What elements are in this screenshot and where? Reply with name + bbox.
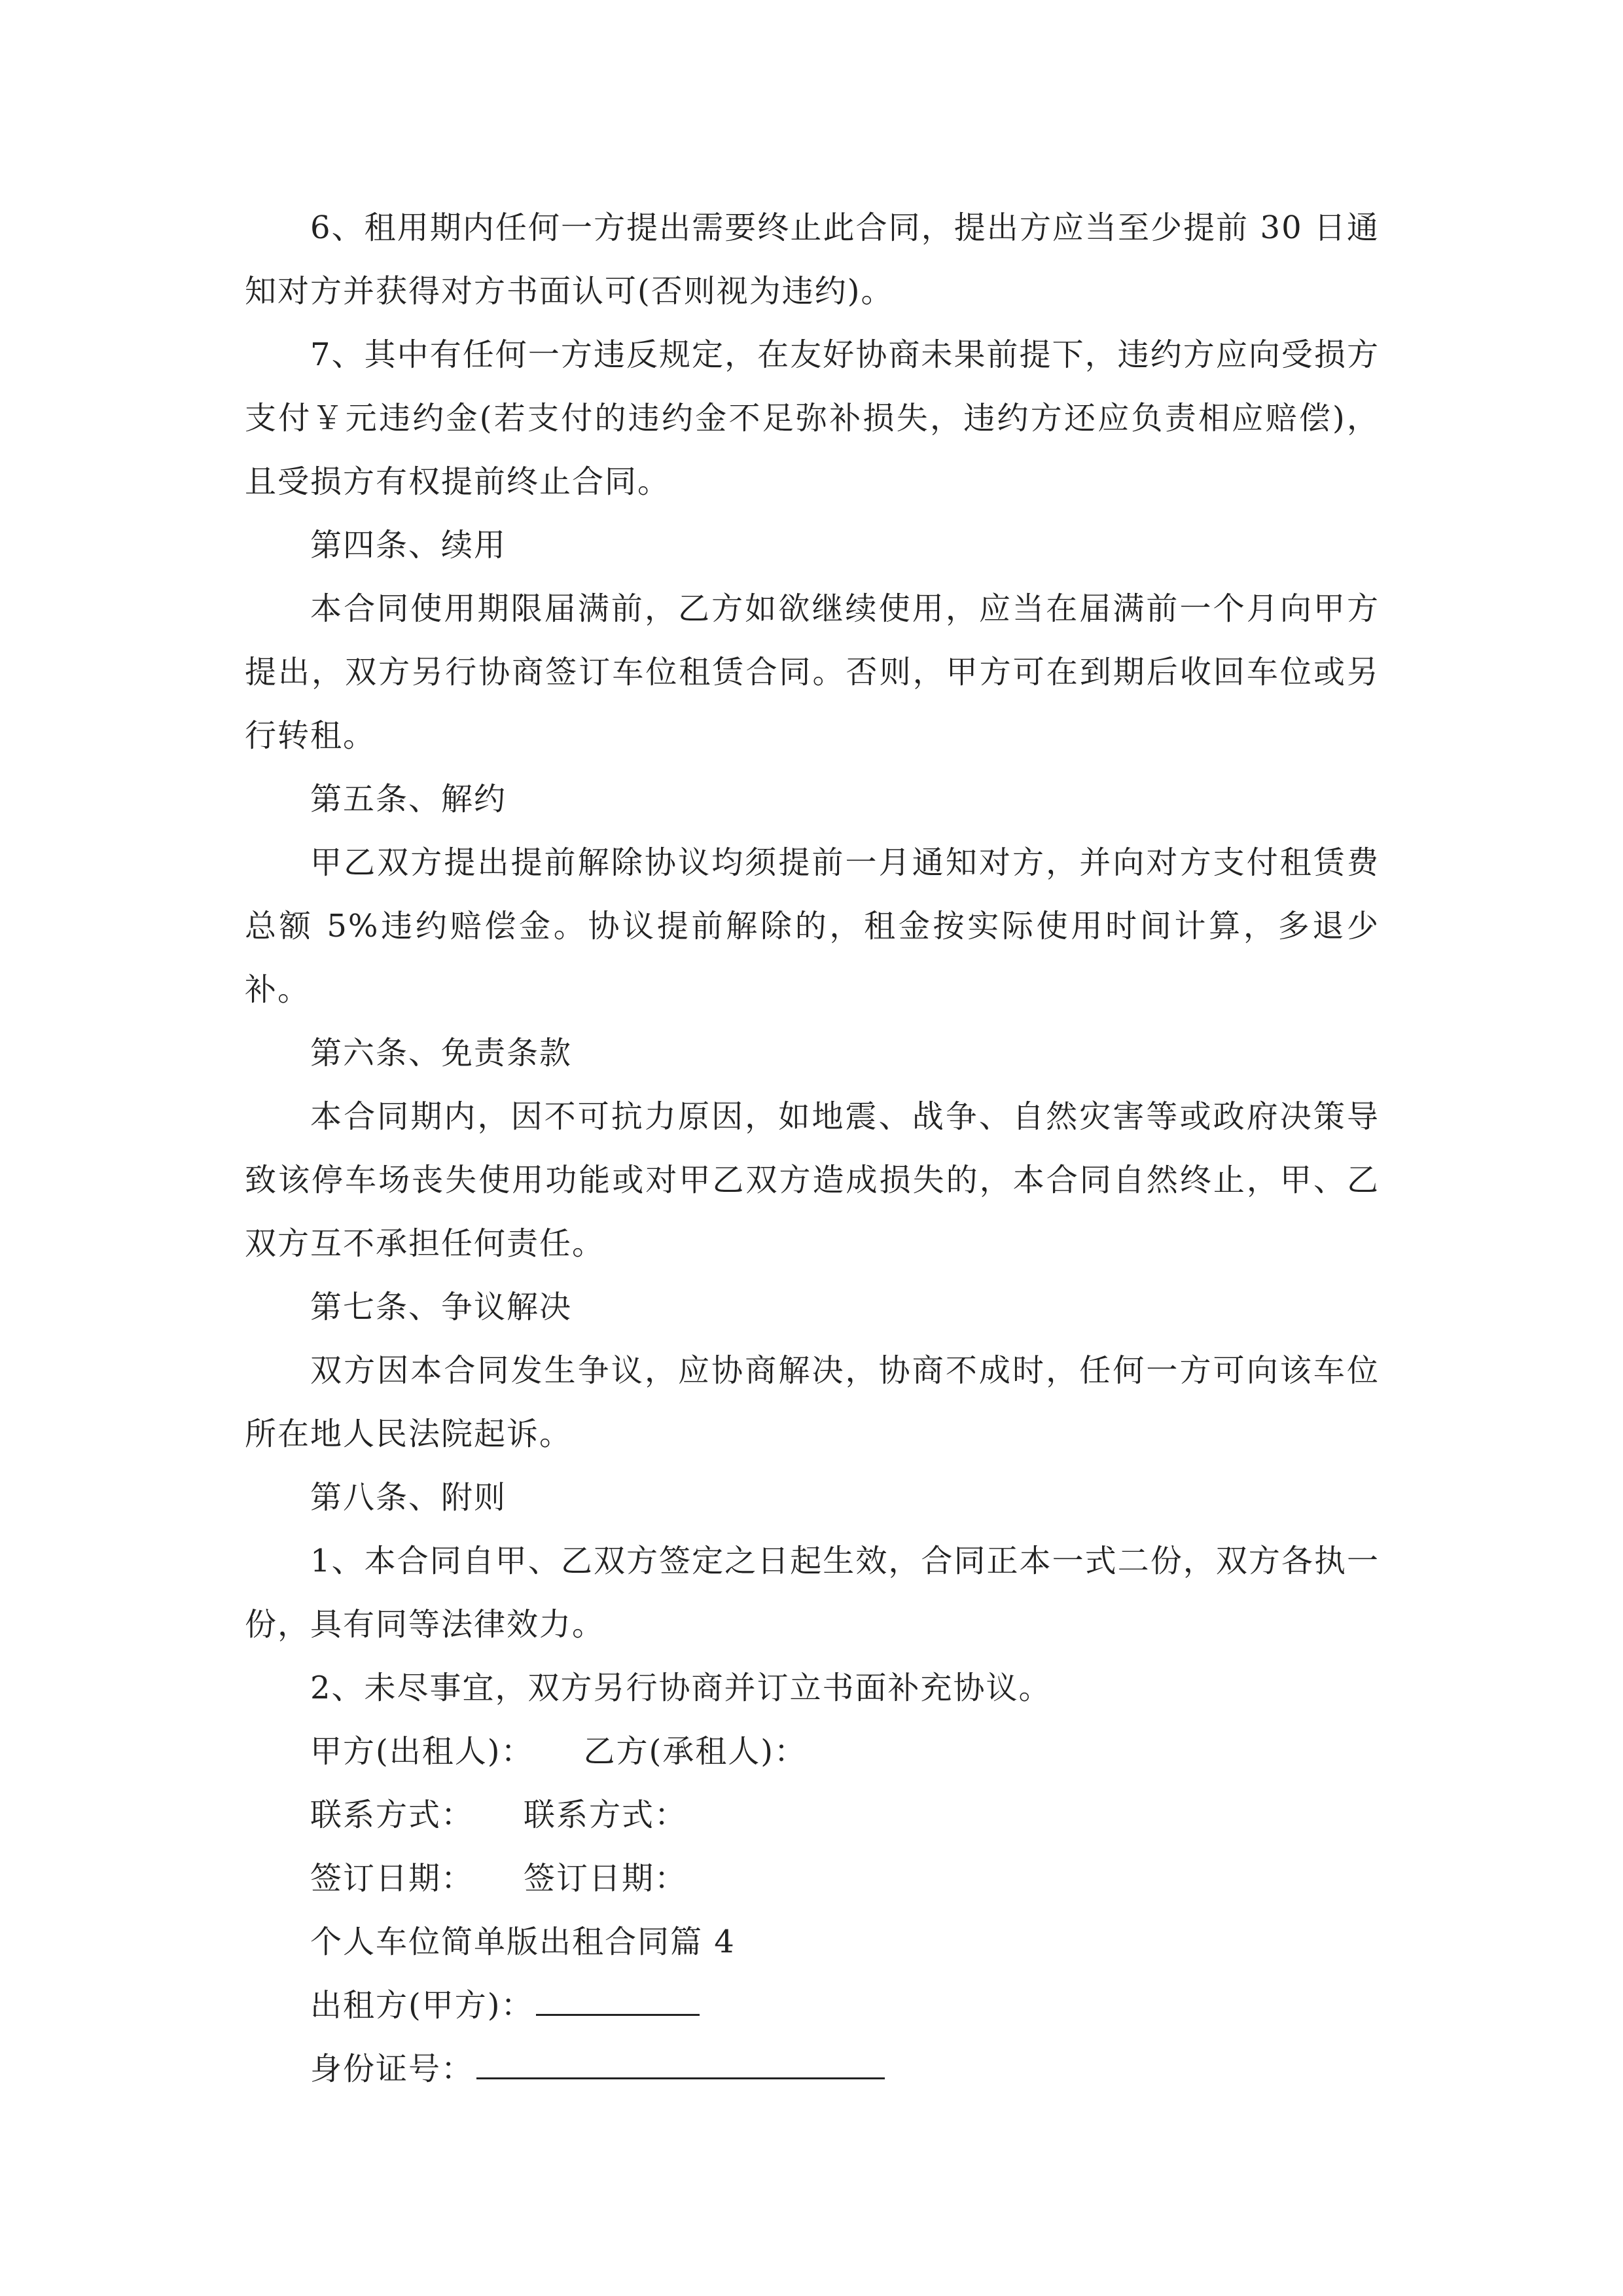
id-number-label: 身份证号： <box>310 2051 474 2087</box>
signature-party-row <box>245 1720 1380 1784</box>
party-a-label: 甲方(出租人)： <box>310 1733 534 1770</box>
article-5-heading: 第五条、解约 <box>310 781 507 817</box>
signature-date-row <box>245 1847 1380 1910</box>
date-b-label: 签订日期： <box>524 1860 688 1897</box>
clause-breach-penalty: 7、其中有任何一方违反规定，在友好协商未果前提下，违约方应向受损方支付￥元违约金(若支付的违约金不足弥补损失，违约方还应负责相应赔偿)，且受损方有权提前终止合同。 <box>245 336 1380 500</box>
article-8-heading: 第八条、附则 <box>310 1479 507 1516</box>
id-number-field-row <box>245 2037 1380 2101</box>
article-4-body: 本合同使用期限届满前，乙方如欲继续使用，应当在届满前一个月向甲方提出，双方另行协商签订车位租赁合同。否则，甲方可在到期后收回车位或另行转租。 <box>245 590 1380 754</box>
lessor-field-row <box>245 1974 1380 2037</box>
clause-termination-notice: 6、租用期内任何一方提出需要终止此合同，提出方应当至少提前 30 日通知对方并获得对方书面认可(否则视为违约)。 <box>245 209 1380 310</box>
article-7-body: 双方因本合同发生争议，应协商解决，协商不成时，任何一方可向该车位所在地人民法院起诉。 <box>245 1352 1380 1452</box>
article-8-item-2: 2、未尽事宜，双方另行协商并订立书面补充协议。 <box>310 1670 1052 1706</box>
article-6-body: 本合同期内，因不可抗力原因，如地震、战争、自然灾害等或政府决策导致该停车场丧失使用功能或对甲乙双方造成损失的，本合同自然终止，甲、乙双方互不承担任何责任。 <box>245 1098 1380 1262</box>
contact-a-label: 联系方式： <box>310 1797 474 1833</box>
article-4-heading: 第四条、续用 <box>310 527 507 564</box>
article-5-body: 甲乙双方提出提前解除协议均须提前一月通知对方，并向对方支付租赁费总额 5%违约赔偿金。协议提前解除的，租金按实际使用时间计算，多退少补。 <box>245 844 1380 1008</box>
document-body <box>245 196 1380 2101</box>
article-8-item-1: 1、本合同自甲、乙双方签定之日起生效，合同正本一式二份，双方各执一份，具有同等法律效力。 <box>245 1543 1380 1643</box>
signature-contact-row <box>245 1784 1380 1847</box>
next-section-title: 个人车位简单版出租合同篇 4 <box>310 1924 736 1960</box>
id-number-blank-line <box>476 2075 885 2079</box>
article-7-heading: 第七条、争议解决 <box>310 1289 573 1325</box>
lessor-label: 出租方(甲方)： <box>310 1987 534 2024</box>
date-a-label: 签订日期： <box>310 1860 474 1897</box>
lessor-blank-line <box>536 2011 700 2016</box>
contact-b-label: 联系方式： <box>524 1797 688 1833</box>
article-6-heading: 第六条、免责条款 <box>310 1035 573 1071</box>
party-b-label: 乙方(承租人)： <box>583 1733 807 1770</box>
